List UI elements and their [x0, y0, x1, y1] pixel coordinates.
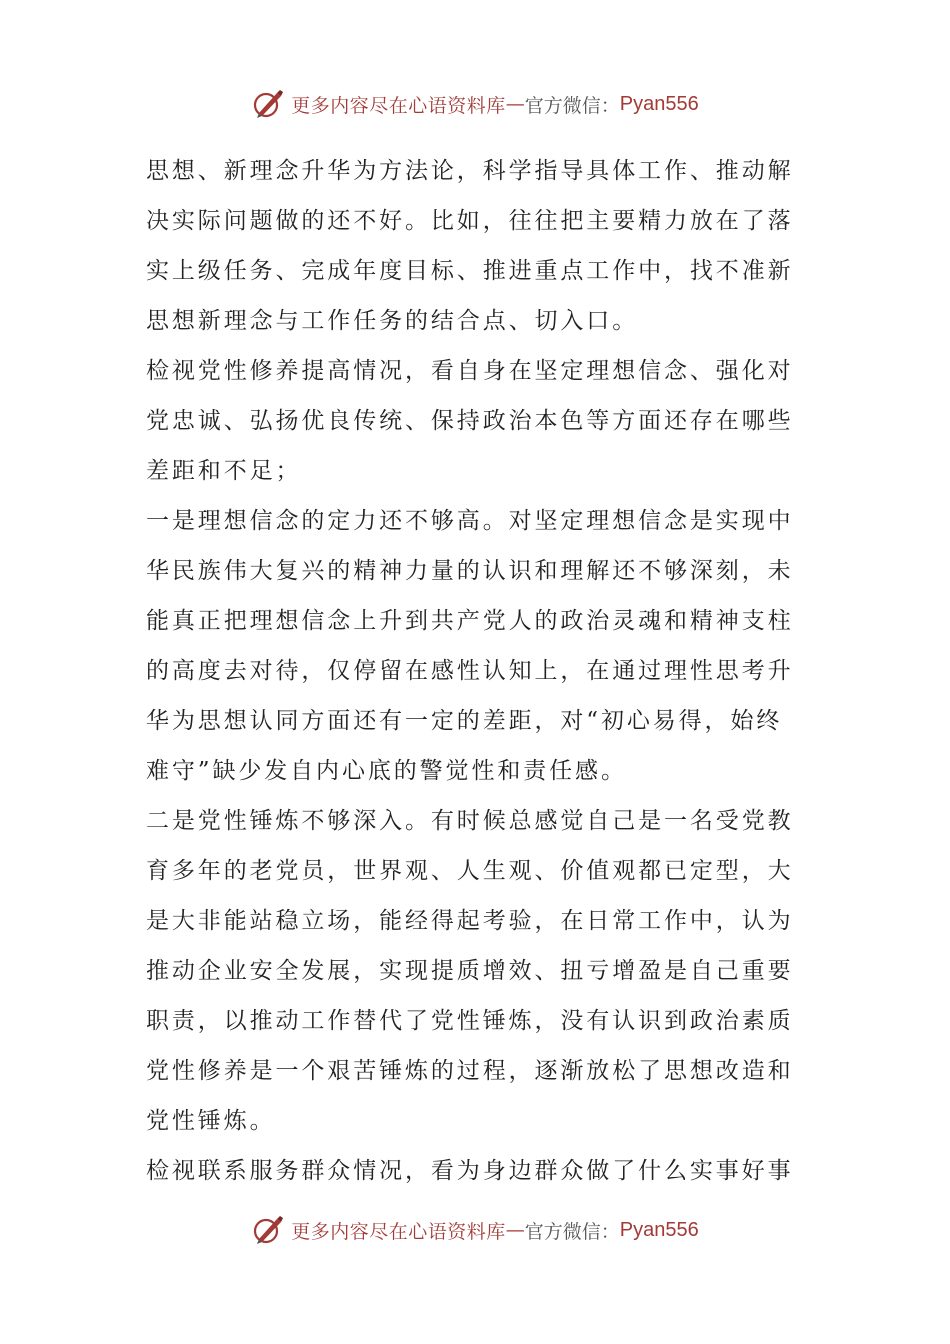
text-line: 能真正把理想信念上升到共产党人的政治灵魂和精神支柱 [146, 608, 794, 634]
text-line: 二是党性锤炼不够深入。有时候总感觉自己是一名受党教 [146, 808, 794, 834]
text-line: 推动企业安全发展，实现提质增效、扭亏增盈是自己重要 [146, 958, 794, 984]
text-line: 思想新理念与工作任务的结合点、切入口。 [146, 308, 639, 334]
text-line: 是大非能站稳立场，能经得起考验，在日常工作中，认为 [146, 908, 794, 934]
text-line: 华民族伟大复兴的精神力量的认识和理解还不够深刻，未 [146, 558, 794, 584]
text-line: 实上级任务、完成年度目标、推进重点工作中，找不准新 [146, 258, 794, 284]
header-banner-separator: — [505, 93, 525, 115]
footer-banner-id: Pyan556 [619, 1218, 699, 1241]
text-line: 决实际问题做的还不好。比如，往往把主要精力放在了落 [146, 208, 794, 234]
text-line: 党性锤炼。 [146, 1108, 276, 1134]
text-line: 的高度去对待，仅停留在感性认知上，在通过理性思考升 [146, 658, 794, 684]
header-banner [0, 84, 950, 124]
header-banner-text: 更多内容尽在心语资料库 [291, 94, 506, 117]
text-line: 育多年的老党员，世界观、人生观、价值观都已定型，大 [146, 858, 794, 884]
text-line: 检视联系服务群众情况，看为身边群众做了什么实事好事 [146, 1158, 794, 1184]
text-line: 差距和不足； [146, 458, 302, 484]
document-body [146, 146, 806, 1196]
text-line: 职责，以推动工作替代了党性锤炼，没有认识到政治素质 [146, 1008, 794, 1034]
text-line: 党性修养是一个艰苦锤炼的过程，逐渐放松了思想改造和 [146, 1058, 794, 1084]
pen-logo-icon [251, 87, 285, 121]
text-line: 一是理想信念的定力还不够高。对坚定理想信念是实现中 [146, 508, 794, 534]
text-line: 检视党性修养提高情况，看自身在坚定理想信念、强化对 [146, 358, 794, 384]
text-line: 难守”缺少发自内心底的警觉性和责任感。 [146, 758, 627, 784]
text-line: 思想、新理念升华为方法论，科学指导具体工作、推动解 [146, 158, 794, 184]
pen-logo-icon [251, 1213, 285, 1247]
header-banner-id: Pyan556 [619, 92, 699, 115]
footer-banner-text: 更多内容尽在心语资料库 [291, 1220, 506, 1243]
footer-banner-separator: — [505, 1219, 525, 1241]
text-line: 党忠诚、弘扬优良传统、保持政治本色等方面还存在哪些 [146, 408, 794, 434]
text-line: 华为思想认同方面还有一定的差距，对“初心易得，始终 [146, 708, 783, 734]
footer-banner-label: 官方微信： [524, 1220, 620, 1243]
footer-banner [0, 1210, 950, 1250]
header-banner-label: 官方微信： [524, 94, 620, 117]
